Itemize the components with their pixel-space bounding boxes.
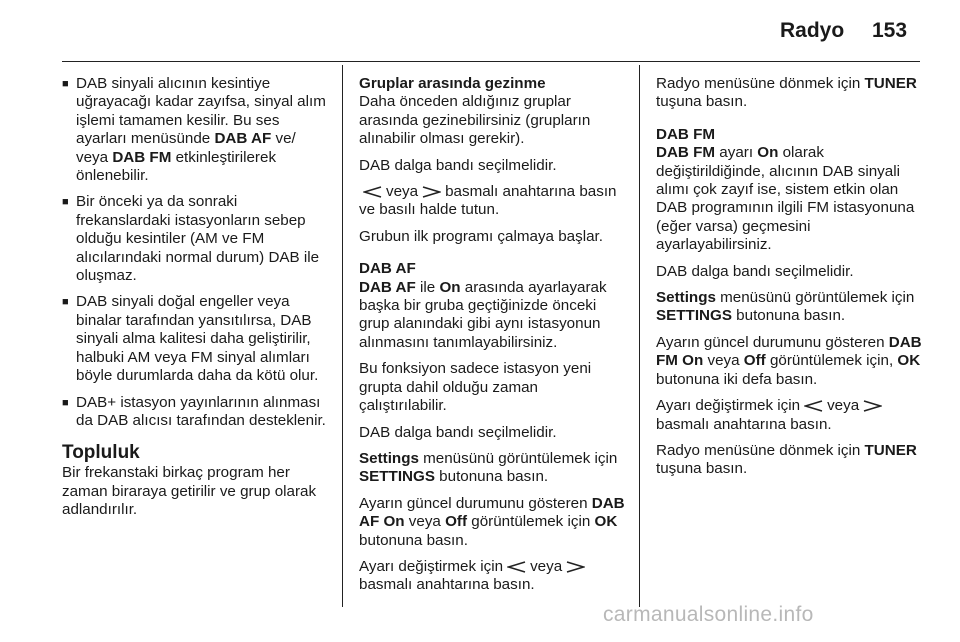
arrow-left-outline-icon <box>507 561 526 573</box>
bold-term: DAB AF On <box>359 494 625 531</box>
page-number: 153 <box>872 19 908 42</box>
text: menüsünü görüntülemek için <box>418 449 618 467</box>
bold-term: DAB AF <box>359 278 416 296</box>
bold-term: OK <box>594 513 618 531</box>
bullet-text: DAB sinyali alıcının kesintiye uğrayacağı kadar zayıfsa, sinyal alım işlemi tamamen kesilir. Bu ses ayarları menüsünde <box>76 75 326 148</box>
bold-term: OK <box>897 352 921 370</box>
column-divider-2 <box>639 65 640 607</box>
bullet-list <box>62 75 332 430</box>
text: veya <box>386 183 419 201</box>
paragraph <box>656 75 926 112</box>
text: Ayarı değiştirmek için <box>656 397 801 415</box>
subheading-dab-fm: DAB FM <box>656 125 716 143</box>
column-divider-1 <box>342 65 343 607</box>
bullet-text: Bir önceki ya da sonraki frekanslardaki istasyonların sebep olduğu kesintiler (AM ve FM alıcılarındaki normal durum) DAB ile oluşmaz. <box>76 193 320 285</box>
text: Ayarı değiştirmek için <box>359 557 504 575</box>
bullet-text: DAB+ istasyon yayınlarının alınması da DAB alıcısı tarafından desteklenir. <box>76 393 326 429</box>
column-3 <box>656 75 926 487</box>
text: görüntülemek için, <box>765 352 898 370</box>
bold-term: DAB AF <box>214 130 272 148</box>
subheading-dab-af: DAB AF <box>359 260 416 278</box>
paragraph <box>359 450 629 487</box>
text: butonuna basın. <box>434 468 549 486</box>
text: butonuna iki defa basın. <box>656 370 818 388</box>
text: arasında ayarlayarak başka bir gruba geçtiğinizde önceki grup alanındaki gibi aynı istasyonun alınmasını tanımlayabilirsiniz. <box>359 278 607 351</box>
bullet-item <box>62 394 332 431</box>
text: butonuna basın. <box>731 307 846 325</box>
bullet-text: ve/ veya <box>76 130 296 166</box>
section-title-topluluk: Topluluk <box>62 442 140 464</box>
text: basmalı anahtarına basın ve basılı halde tutun. <box>359 183 617 219</box>
paragraph: Daha önceden aldığınız gruplar arasında gezinebilirsiniz (grupların alınabilir olması gerekir). <box>359 93 591 148</box>
bold-term: Off <box>743 352 766 370</box>
text: olarak değiştirildiğinde, alıcının DAB sinyali alımı çok zayıf ise, sistem etkin olan DAB programının ilgili FM istasyonuna (eğer varsa) geçmesini ayarlayabilirsiniz. <box>656 144 915 254</box>
bold-term: On <box>439 278 461 296</box>
column-2 <box>359 75 629 603</box>
text: Radyo menüsüne dönmek için <box>656 75 865 92</box>
page-header-title: Radyo <box>780 19 845 42</box>
paragraph-arrows <box>359 558 629 595</box>
bold-term: DAB FM <box>112 148 172 166</box>
bold-term: Settings <box>359 449 419 467</box>
bold-term: TUNER <box>864 441 917 459</box>
bullet-text: etkinleştirilerek önlenebilir. <box>76 148 277 185</box>
bold-term: On <box>757 144 779 162</box>
arrow-right-outline-icon <box>566 561 585 573</box>
bold-term: Settings <box>656 289 716 307</box>
bullet-text: DAB sinyali doğal engeller veya binalar tarafından yansıtılırsa, DAB sinyali alma kalitesi daha geliştirilir, halbuki AM veya FM sinyal alımları böyle durumlarda daha da kötü olur. <box>76 293 319 385</box>
text: butonuna basın. <box>359 531 468 549</box>
text: tuşuna basın. <box>656 460 748 478</box>
text: ile <box>415 278 440 296</box>
text: ayarı <box>715 144 758 162</box>
paragraph-arrows <box>656 397 926 434</box>
section-text: Bir frekanstaki birkaç program her zaman biraraya getirilir ve grup olarak adlandırılır. <box>62 464 317 519</box>
text: görüntülemek için <box>467 513 595 531</box>
bold-term: Off <box>445 513 468 531</box>
bullet-item <box>62 193 332 285</box>
text: Ayarın güncel durumunu gösteren <box>656 333 889 351</box>
text: Ayarın güncel durumunu gösteren <box>359 494 592 512</box>
paragraph <box>656 289 926 326</box>
text: veya <box>827 397 860 415</box>
text: Radyo menüsüne dönmek için <box>656 441 865 459</box>
bold-term: SETTINGS <box>656 307 732 325</box>
paragraph-arrows <box>359 183 629 220</box>
bold-term: TUNER <box>864 75 917 92</box>
text: menüsünü görüntülemek için <box>715 289 915 307</box>
paragraph: DAB dalga bandı seçilmelidir. <box>359 423 557 441</box>
paragraph <box>656 144 926 254</box>
bold-term: DAB FM On <box>656 333 922 370</box>
header-rule <box>62 61 920 62</box>
arrow-left-outline-icon <box>363 186 382 198</box>
text: veya <box>530 557 563 575</box>
paragraph: Grubun ilk programı çalmaya başlar. <box>359 227 603 245</box>
paragraph <box>359 279 629 353</box>
text: basmalı anahtarına basın. <box>359 576 535 594</box>
paragraph: Bu fonksiyon sadece istasyon yeni grupta dahil olduğu zaman çalıştırılabilir. <box>359 360 592 415</box>
arrow-left-outline-icon <box>804 400 823 412</box>
subheading-group-navigation: Gruplar arasında gezinme <box>359 75 546 92</box>
text: basmalı anahtarına basın. <box>656 415 832 433</box>
paragraph <box>656 442 926 479</box>
bold-term: DAB FM <box>656 144 716 162</box>
paragraph <box>656 334 926 389</box>
bullet-item <box>62 75 332 185</box>
arrow-right-outline-icon <box>422 186 441 198</box>
bullet-item <box>62 293 332 385</box>
text: veya <box>703 352 744 370</box>
bold-term: SETTINGS <box>359 468 435 486</box>
column-1 <box>62 75 332 528</box>
text: veya <box>404 513 446 531</box>
paragraph <box>359 495 629 550</box>
arrow-right-outline-icon <box>863 400 882 412</box>
paragraph: DAB dalga bandı seçilmelidir. <box>359 156 557 174</box>
watermark-text: carmanualsonline.info <box>603 603 814 626</box>
text: tuşuna basın. <box>656 93 748 111</box>
paragraph: DAB dalga bandı seçilmelidir. <box>656 262 854 280</box>
